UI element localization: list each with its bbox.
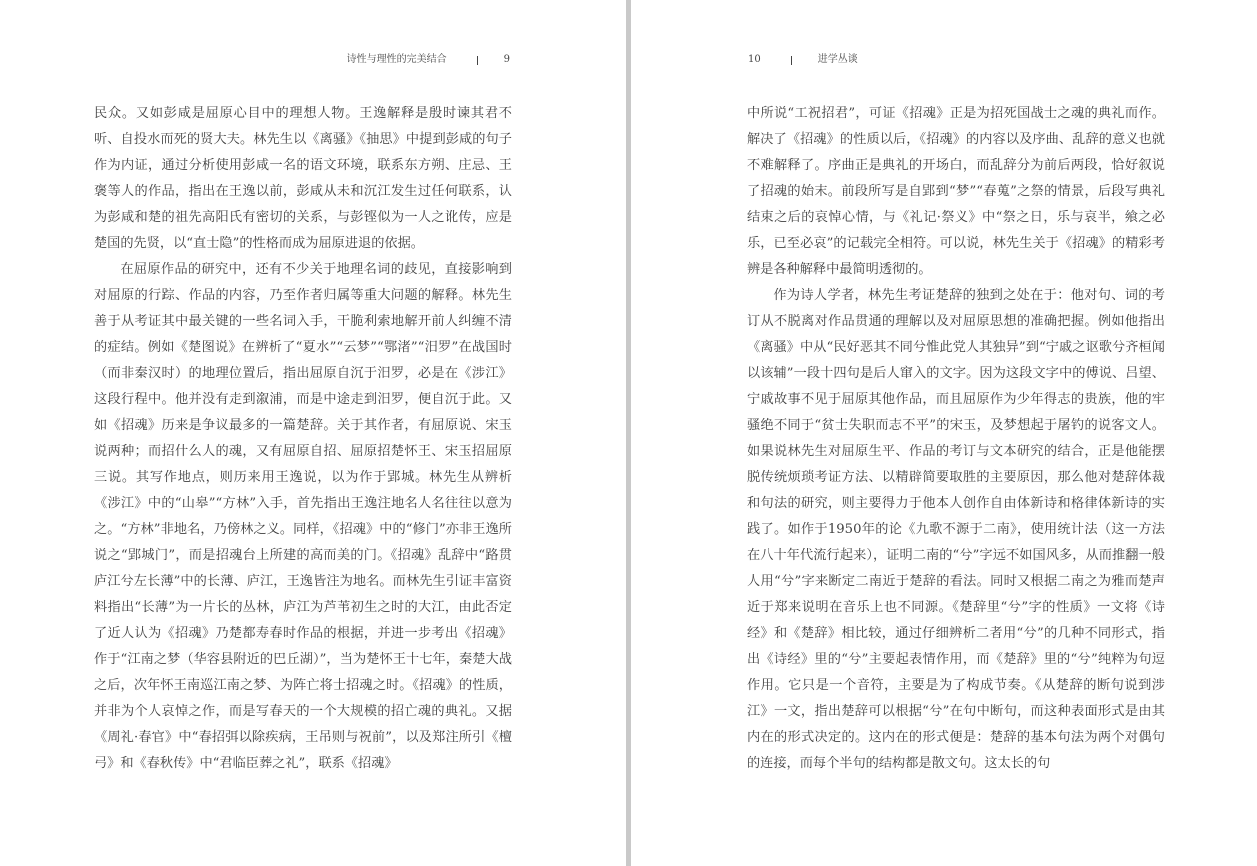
right-page bbox=[631, 0, 1257, 866]
paragraph: 在屈原作品的研究中，还有不少关于地理名词的歧见，直接影响到对屈原的行踪、作品的内容，乃至作者归属等重大问题的解释。林先生善于从考证其中最关键的一些名词入手，干脆利索地解开前人纠缠不清的症结。例如《楚图说》在辨析了“夏水”“云梦”“鄂渚”“汨罗”在战国时（而非秦汉时）的地理位置后，指出屈原自沉于汨罗，必是在《涉江》这段行程中。他并没有走到溆浦，而是中途走到汨罗，便自沉于此。又如《招魂》历来是争议最多的一篇楚辞。关于其作者，有屈原说、宋玉说两种；而招什么人的魂，又有屈原自招、屈原招楚怀王、宋玉招屈原三说。其写作地点，则历来用王逸说，以为作于郢城。林先生从辨析《涉江》中的“山皋”“方林”入手，首先指出王逸注地名人名往往以意为之。“方林”非地名，乃傍林之义。同样，《招魂》中的“修门”亦非王逸所说之“郢城门”，而是招魂台上所建的高而美的门。《招魂》乱辞中“路贯庐江兮左长薄”中的长薄、庐江，王逸皆注为地名。而林先生引证丰富资料指出“长薄”为一片长的丛林，庐江为芦苇初生之时的大江，由此否定了近人认为《招魂》乃楚都寿春时作品的根据，并进一步考出《招魂》作于“江南之梦（华容县附近的巴丘湖）”，当为楚怀王十七年，秦楚大战之后，次年怀王南巡江南之梦、为阵亡将士招魂之时。《招魂》的性质，并非为个人哀悼之作，而是写春天的一个大规模的招亡魂的典礼。又据《周礼·春官》中“春招弭以除疾病，王吊则与祝前”，以及郑注所引《檀弓》和《春秋传》中“君临臣葬之礼”，联系《招魂》 bbox=[94, 262, 512, 771]
right-page-body bbox=[747, 101, 1165, 777]
left-page bbox=[0, 0, 626, 866]
left-page-header bbox=[347, 53, 510, 67]
running-title: 诗性与理性的完美结合 bbox=[346, 54, 447, 65]
header-separator bbox=[477, 56, 478, 65]
right-page-header bbox=[748, 53, 858, 67]
paragraph: 中所说“工祝招君”，可证《招魂》正是为招死国战士之魂的典礼而作。解决了《招魂》的性质以后，《招魂》的内容以及序曲、乱辞的意义也就不难解释了。序曲正是典礼的开场白，而乱辞分为前后两段，恰好叙说了招魂的始末。前段所写是自郢到“梦”“春蒐”之祭的情景，后段写典礼结束之后的哀悼心情，与《礼记·祭义》中“祭之日，乐与哀半，飨之必乐，已至必哀”的记载完全相符。可以说，林先生关于《招魂》的精彩考辨是各种解释中最简明透彻的。 bbox=[747, 106, 1165, 277]
left-page-body bbox=[94, 101, 512, 777]
running-title: 进学丛谈 bbox=[817, 54, 858, 65]
paragraph: 作为诗人学者，林先生考证楚辞的独到之处在于：他对句、词的考订从不脱离对作品贯通的理解以及对屈原思想的准确把握。例如他指出《离骚》中从“民好恶其不同兮惟此党人其独异”到“宁戚之讴歌兮齐桓闻以该辅”一段十四句是后人窜入的文字。因为这段文字中的傅说、吕望、宁戚故事不见于屈原其他作品，而且屈原作为少年得志的贵族，他的牢骚绝不同于“贫士失职而志不平”的宋玉，及梦想起于屠钓的说客文人。如果说林先生对屈原生平、作品的考订与文本研究的结合，正是他能摆脱传统烦琐考证方法、以精辟简要取胜的主要原因，那么他对楚辞体裁和句法的研究，则主要得力于他本人创作自由体新诗和格律体新诗的实践了。如作于1950年的论《九歌不源于二南》，使用统计法（这一方法在八十年代流行起来），证明二南的“兮”字远不如国风多，从而推翻一般人用“兮”字来断定二南近于楚辞的看法。同时又根据二南之为雅而楚声近于郑来说明在音乐上也不同源。《楚辞里“兮”字的性质》一文将《诗经》和《楚辞》相比较，通过仔细辨析二者用“兮”的几种不同形式，指出《诗经》里的“兮”主要起表情作用，而《楚辞》里的“兮”纯粹为句逗作用。它只是一个音符，主要是为了构成节奏。《从楚辞的断句说到涉江》一文，指出楚辞可以根据“兮”在句中断句，而这种表面形式是由其内在的形式决定的。这内在的形式便是：楚辞的基本句法为两个对偶句的连接，而每个半句的结构都是散文句。这太长的句 bbox=[747, 288, 1165, 771]
paragraph: 民众。又如彭咸是屈原心目中的理想人物。王逸解释是殷时谏其君不听、自投水而死的贤大夫。林先生以《离骚》《抽思》中提到彭咸的句子作为内证，通过分析使用彭咸一名的语文环境，联系东方朔、庄忌、王褒等人的作品，指出在王逸以前，彭咸从未和沉江发生过任何联系，认为彭咸和楚的祖先高阳氏有密切的关系，与彭铿似为一人之讹传，应是楚国的先贤，以“直士隐”的性格而成为屈原进退的依据。 bbox=[94, 106, 512, 251]
page-number: 9 bbox=[503, 54, 510, 65]
page-number: 10 bbox=[748, 54, 761, 65]
header-separator bbox=[791, 56, 792, 65]
